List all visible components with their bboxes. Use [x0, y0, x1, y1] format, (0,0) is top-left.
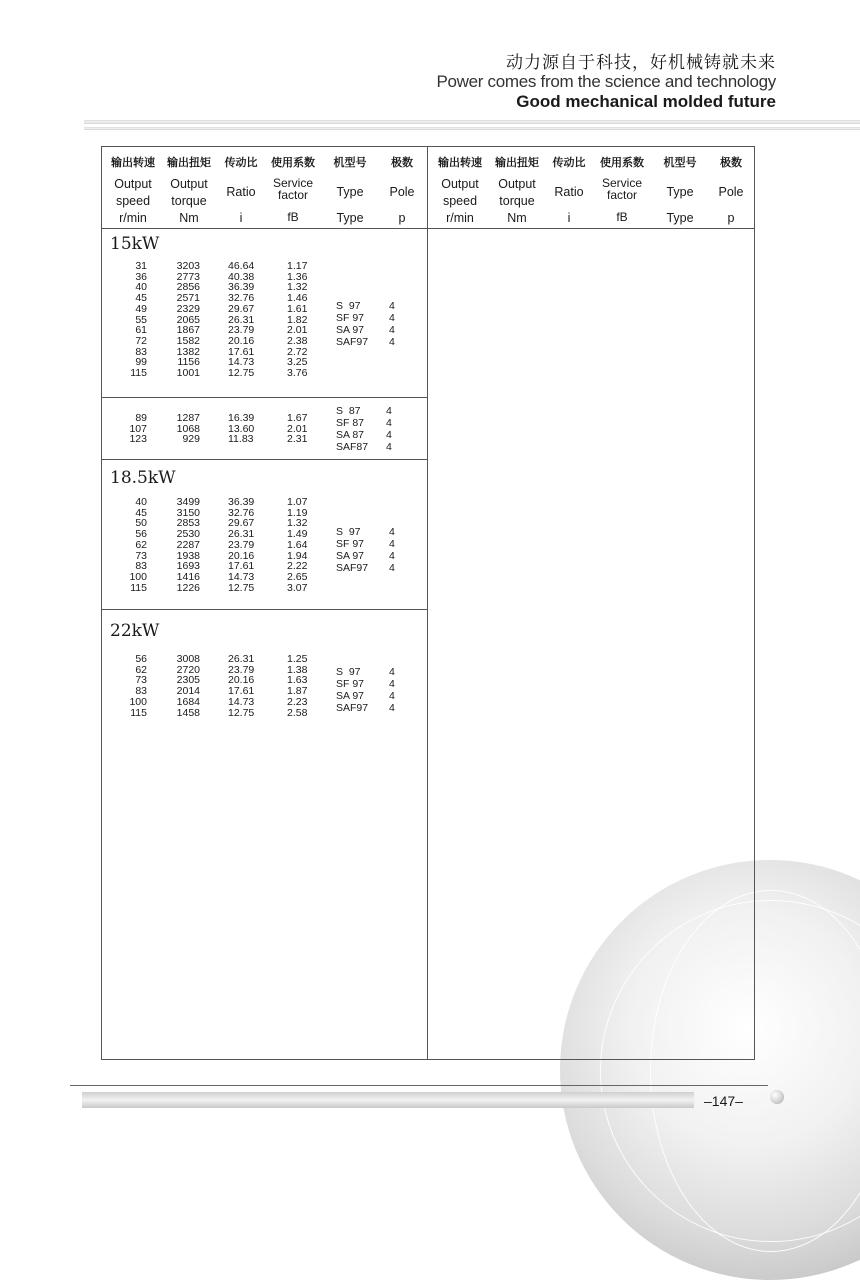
cell-value: 1226: [176, 581, 200, 594]
cell-value: 1.64: [287, 538, 308, 551]
cell-value: S 97: [336, 300, 361, 312]
cell-value: 3.76: [287, 367, 308, 380]
cell-value: 1.17: [287, 260, 308, 272]
col-service-header: 使用系数 Service factor fB: [600, 156, 644, 224]
cell-value: 50: [135, 517, 147, 530]
cell-value: 1684: [176, 695, 200, 708]
cell-value: 2.65: [287, 570, 308, 583]
service-factor-column: [287, 261, 307, 379]
col-pole-header: 极数 Pole p: [718, 156, 744, 225]
cell-value: 2.23: [287, 695, 308, 708]
cell-value: 89: [135, 412, 147, 424]
cell-value: 2856: [176, 281, 200, 294]
ratio-column: [228, 497, 254, 593]
speed-column: [115, 261, 147, 379]
cell-value: 32.76: [228, 506, 255, 519]
cell-value: SAF97: [336, 702, 369, 714]
torque-column: [166, 413, 200, 445]
torque-column: [166, 654, 200, 718]
col-torque-header: 输出扭矩 Output torque Nm: [495, 156, 539, 225]
cell-value: 11.83: [228, 433, 254, 446]
cell-value: SF 87: [336, 417, 365, 429]
cell-value: 3008: [176, 653, 200, 665]
table-center-divider: [427, 146, 428, 1060]
pole-list: [389, 526, 395, 574]
cell-value: 115: [130, 581, 147, 594]
pole-list: [389, 666, 395, 714]
cell-value: 56: [135, 528, 147, 541]
cell-value: 2.72: [287, 345, 308, 358]
cell-value: 73: [135, 549, 147, 562]
cell-value: 29.67: [228, 302, 255, 315]
cell-value: 4: [386, 441, 392, 453]
cell-value: 1.82: [287, 313, 308, 326]
cell-value: 2329: [176, 302, 200, 315]
cell-value: 2773: [176, 270, 200, 283]
cell-value: 1.49: [287, 528, 308, 541]
cell-value: SF 97: [336, 678, 365, 690]
cell-value: 1382: [176, 345, 200, 358]
cell-value: 45: [135, 292, 147, 305]
type-list: [336, 666, 368, 714]
cell-value: 2530: [176, 528, 200, 541]
cell-value: SAF97: [336, 336, 369, 348]
cell-value: 4: [389, 666, 395, 678]
cell-value: 55: [135, 313, 147, 326]
cell-value: 12.75: [228, 581, 255, 594]
cell-value: 83: [135, 345, 147, 358]
service-factor-column: [287, 413, 307, 445]
cell-value: 4: [389, 538, 395, 550]
pole-list: [389, 300, 395, 348]
speed-column: [115, 497, 147, 593]
slogan-chinese: 动力源自于科技，好机械铸就未来: [506, 53, 776, 73]
section-power-title: 22kW: [110, 621, 160, 641]
cell-value: 4: [389, 312, 395, 324]
cell-value: 2014: [176, 685, 200, 698]
col-ratio-header: 传动比 Ratio i: [224, 156, 258, 225]
cell-value: 4: [386, 405, 392, 417]
cell-value: 1693: [176, 560, 200, 573]
cell-value: 26.31: [228, 528, 255, 541]
col-service-header: 使用系数 Service factor fB: [271, 156, 315, 224]
cell-value: 14.73: [228, 356, 255, 369]
cell-value: 14.73: [228, 695, 255, 708]
service-factor-column: [287, 497, 307, 593]
cell-value: 1.07: [287, 496, 308, 508]
cell-value: 1.67: [287, 412, 308, 424]
cell-value: 36.39: [228, 281, 255, 294]
cell-value: 26.31: [228, 653, 255, 665]
col-ratio-header: 传动比 Ratio i: [552, 156, 586, 225]
group-divider: [101, 397, 427, 398]
cell-value: 12.75: [228, 706, 255, 719]
cell-value: 1938: [176, 549, 200, 562]
cell-value: 2720: [176, 663, 200, 676]
cell-value: 4: [389, 324, 395, 336]
cell-value: SA 97: [336, 324, 365, 336]
cell-value: 13.60: [228, 422, 255, 435]
cell-value: 4: [389, 690, 395, 702]
cell-value: 40.38: [228, 270, 255, 283]
cell-value: 2.22: [287, 560, 308, 573]
bullet-icon: [770, 1090, 784, 1104]
cell-value: 1.36: [287, 270, 308, 283]
cell-value: 20.16: [228, 334, 255, 347]
cell-value: 14.73: [228, 570, 255, 583]
cell-value: 2.38: [287, 334, 308, 347]
col-pole-header: 极数 Pole p: [389, 156, 415, 225]
slogan-bold: Good mechanical molded future: [516, 92, 776, 111]
cell-value: 4: [389, 526, 395, 538]
cell-value: 23.79: [228, 538, 255, 551]
ratio-column: [228, 261, 254, 379]
cell-value: 12.75: [228, 367, 255, 380]
cell-value: 2.01: [287, 422, 308, 435]
cell-value: 115: [130, 367, 147, 380]
cell-value: 23.79: [228, 324, 255, 337]
cell-value: 62: [135, 538, 147, 551]
cell-value: 4: [389, 678, 395, 690]
cell-value: 1.46: [287, 292, 308, 305]
cell-value: 4: [389, 336, 395, 348]
cell-value: 72: [135, 334, 147, 347]
cell-value: 1416: [176, 570, 200, 583]
cell-value: 46.64: [228, 260, 255, 272]
header-divider: [101, 228, 755, 229]
cell-value: 49: [135, 302, 147, 315]
cell-value: 17.61: [228, 345, 255, 358]
cell-value: 32.76: [228, 292, 255, 305]
cell-value: 4: [389, 702, 395, 714]
cell-value: 16.39: [228, 412, 255, 424]
cell-value: 40: [135, 496, 147, 508]
cell-value: 3203: [176, 260, 200, 272]
cell-value: 62: [135, 663, 147, 676]
cell-value: SAF97: [336, 562, 369, 574]
header-stripe: [84, 120, 860, 124]
cell-value: 17.61: [228, 685, 255, 698]
cell-value: SA 87: [336, 429, 365, 441]
cell-value: 3499: [176, 496, 200, 508]
cell-value: 1068: [176, 422, 200, 435]
col-type-header: 机型号 Type Type: [663, 156, 697, 225]
cell-value: 56: [135, 653, 147, 665]
cell-value: 123: [129, 433, 147, 446]
cell-value: 2065: [176, 313, 200, 326]
cell-value: 2305: [176, 674, 200, 687]
cell-value: 2.01: [287, 324, 308, 337]
cell-value: 1001: [176, 367, 200, 380]
cell-value: 20.16: [228, 674, 255, 687]
cell-value: 4: [386, 417, 392, 429]
cell-value: 1582: [176, 334, 200, 347]
cell-value: 2571: [176, 292, 200, 305]
cell-value: 2287: [176, 538, 200, 551]
cell-value: 45: [135, 506, 147, 519]
cell-value: 40: [135, 281, 147, 294]
cell-value: 1156: [177, 356, 200, 369]
type-list: [336, 526, 368, 574]
section-divider: [101, 609, 427, 610]
cell-value: 31: [135, 260, 147, 272]
section-divider: [101, 459, 427, 460]
cell-value: 4: [386, 429, 392, 441]
cell-value: 2.58: [287, 706, 308, 719]
cell-value: 99: [135, 356, 147, 369]
cell-value: 115: [130, 706, 147, 719]
pole-list: [386, 405, 392, 453]
speed-column: [115, 654, 147, 718]
cell-value: 1.63: [287, 674, 308, 687]
col-torque-header: 输出扭矩 Output torque Nm: [167, 156, 211, 225]
cell-value: 23.79: [228, 663, 255, 676]
footer-rule: [70, 1085, 768, 1086]
cell-value: 1.19: [287, 506, 308, 519]
ratio-column: [228, 654, 254, 718]
cell-value: S 97: [336, 526, 361, 538]
cell-value: 26.31: [228, 313, 255, 326]
col-type-header: 机型号 Type Type: [333, 156, 367, 225]
cell-value: S 87: [336, 405, 361, 417]
cell-value: 3.25: [287, 356, 308, 369]
ratio-column: [228, 413, 254, 445]
page-number: –147–: [704, 1093, 743, 1109]
header-stripe: [84, 127, 860, 130]
cell-value: 1867: [176, 324, 200, 337]
cell-value: 1.38: [287, 663, 308, 676]
cell-value: 61: [135, 324, 147, 337]
cell-value: 929: [182, 433, 200, 446]
cell-value: SA 97: [336, 690, 365, 702]
cell-value: 2853: [176, 517, 200, 530]
cell-value: 1.87: [287, 685, 308, 698]
cell-value: 17.61: [228, 560, 255, 573]
section-power-title: 18.5kW: [110, 468, 176, 488]
speed-column: [115, 413, 147, 445]
col-speed-header: 输出转速 Output speed r/min: [111, 156, 155, 225]
cell-value: SAF87: [336, 441, 369, 453]
col-speed-header: 输出转速 Output speed r/min: [438, 156, 482, 225]
cell-value: 1.94: [287, 549, 308, 562]
torque-column: [166, 261, 200, 379]
type-list: [336, 300, 368, 348]
footer-bar: [82, 1092, 694, 1108]
cell-value: SF 97: [336, 312, 365, 324]
cell-value: 100: [129, 570, 147, 583]
cell-value: 1.32: [287, 281, 308, 294]
cell-value: 3.07: [287, 581, 308, 594]
cell-value: 83: [135, 685, 147, 698]
cell-value: 20.16: [228, 549, 255, 562]
cell-value: 83: [135, 560, 147, 573]
cell-value: S 97: [336, 666, 361, 678]
cell-value: 73: [135, 674, 147, 687]
cell-value: 1.32: [287, 517, 308, 530]
cell-value: SA 97: [336, 550, 365, 562]
slogan-english: Power comes from the science and technology: [436, 72, 776, 91]
cell-value: 107: [129, 422, 147, 435]
cell-value: SF 97: [336, 538, 365, 550]
cell-value: 3150: [176, 506, 200, 519]
cell-value: 4: [389, 300, 395, 312]
cell-value: 1.61: [287, 302, 308, 315]
cell-value: 29.67: [228, 517, 255, 530]
cell-value: 4: [389, 550, 395, 562]
service-factor-column: [287, 654, 307, 718]
section-power-title: 15kW: [110, 234, 160, 254]
cell-value: 1458: [176, 706, 200, 719]
cell-value: 4: [389, 562, 395, 574]
cell-value: 1.25: [287, 653, 308, 665]
cell-value: 36: [135, 270, 147, 283]
type-list: [336, 405, 368, 453]
cell-value: 100: [129, 695, 147, 708]
cell-value: 1287: [176, 412, 200, 424]
cell-value: 36.39: [228, 496, 255, 508]
cell-value: 2.31: [287, 433, 308, 446]
torque-column: [166, 497, 200, 593]
